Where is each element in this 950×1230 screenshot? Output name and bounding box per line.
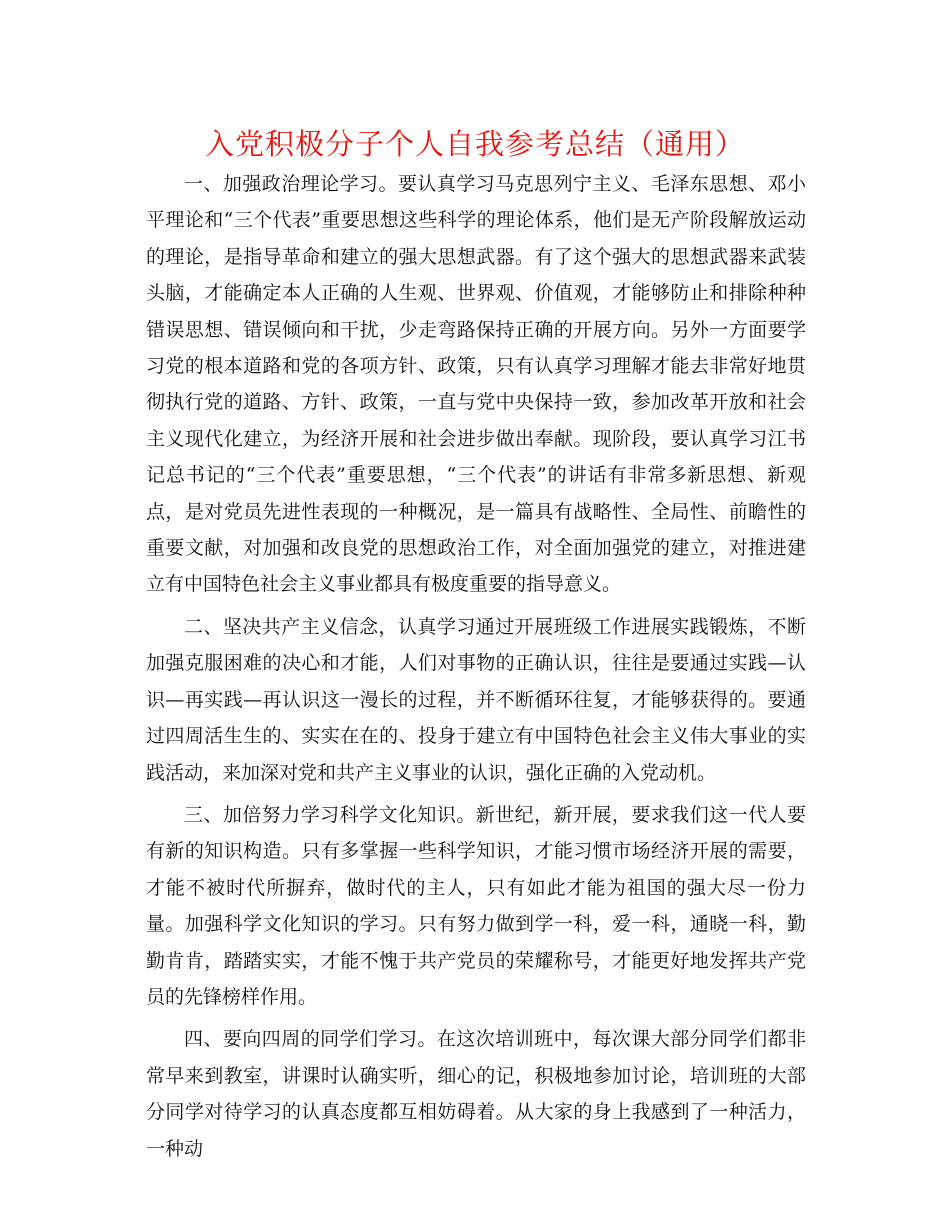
paragraph-2: 二、坚决共产主义信念，认真学习通过开展班级工作进展实践锻炼，不断加强克服困难的决心和才能，人们对事物的正确认识，往往是要通过实践—认识—再实践—再认识这一漫长的过程，并不断循环往复，才能够获得的。要通过四周活生生的、实实在在的、投身于建立有中国特色社会主义伟大事业的实践活动，来加深对党和共产主义事业的认识，强化正确的入党动机。 xyxy=(146,615,806,784)
paragraph-1: 一、加强政治理论学习。要认真学习马克思列宁主义、毛泽东思想、邓小平理论和“三个代表”重要思想这些科学的理论体系，他们是无产阶段解放运动的理论，是指导革命和建立的强大思想武器。有了这个强大的思想武器来武装头脑，才能确定本人正确的人生观、世界观、价值观，才能够防止和排除种种错误思想、错误倾向和干扰，少走弯路保持正确的开展方向。另外一方面要学习党的根本道路和党的各项方针、政策，只有认真学习理解才能去非常好地贯彻执行党的道路、方针、政策，一直与党中央保持一致，参加改革开放和社会主义现代化建立，为经济开展和社会进步做出奉献。现阶段，要认真学习江书记总书记的“三个代表”重要思想，“三个代表”的讲话有非常多新思想、新观点，是对党员先进性表现的一种概况，是一篇具有战略性、全局性、前瞻性的重要文献，对加强和改良党的思想政治工作，对全面加强党的建立，对推进建立有中国特色社会主义事业都具有极度重要的指导意义。 xyxy=(146,173,806,596)
paragraph-4: 四、要向四周的同学们学习。在这次培训班中，每次课大部分同学们都非常早来到教室，讲课时认确实听，细心的记，积极地参加讨论，培训班的大部分同学对待学习的认真态度都互相妨碍着。从大家的身上我感到了一种活力，一种动 xyxy=(146,1028,806,1160)
paragraph-3: 三、加倍努力学习科学文化知识。新世纪，新开展，要求我们这一代人要有新的知识构造。只有多掌握一些科学知识，才能习惯市场经济开展的需要，才能不被时代所摒弃，做时代的主人，只有如此才能为祖国的强大尽一份力量。加强科学文化知识的学习。只有努力做到学一科，爱一科，通晓一科，勤勤肯肯，踏踏实实，才能不愧于共产党员的荣耀称号，才能更好地发挥共产党员的先锋榜样作用。 xyxy=(146,803,806,1008)
document-body xyxy=(146,166,806,1167)
document-title: 入党积极分子个人自我参考总结（通用） xyxy=(204,127,745,161)
